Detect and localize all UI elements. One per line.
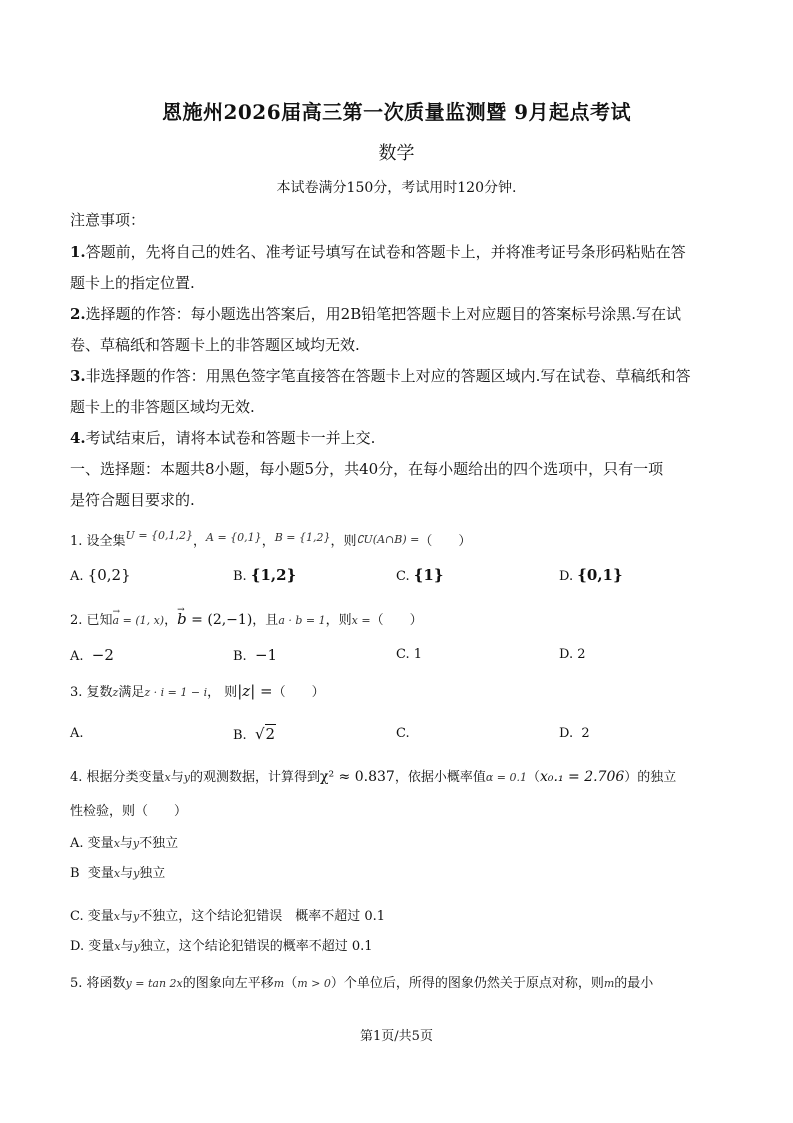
q1-option-a[interactable] (70, 568, 131, 584)
q1-math-universal-set: U = {0,1,2} (125, 529, 194, 542)
q5-sep3: ）个单位后，所得的图象仍然关于原点对称，则 (330, 976, 604, 991)
question-4-stem-line1 (70, 770, 676, 785)
q4-math-y: y (183, 771, 190, 784)
question-1-stem (70, 529, 472, 549)
q4-option-c-y: y (133, 910, 140, 923)
q1-option-c[interactable] (396, 568, 444, 584)
q1-math-complement: ∁U(A∩B) = (356, 533, 420, 546)
q2-option-b-value: −1 (254, 646, 278, 664)
q3-math-equation: z · i = 1 − i (144, 686, 208, 699)
q4-option-b-x: x (113, 867, 121, 880)
q3-option-a[interactable] (70, 727, 84, 741)
q3-option-c-letter: C. (396, 726, 410, 741)
q1-sep1: ， (193, 534, 207, 549)
q2-option-d[interactable] (559, 648, 586, 662)
q5-sep4: 的最小 (614, 976, 654, 991)
section1-line1: 一、选择题：本题共8小题，每小题5分，共40分，在每小题给出的四个选项中，只有一项 (70, 460, 664, 478)
notice-3-text: 非选择题的作答：用黑色签字笔直接答在答题卡上对应的答题区域内.写在试卷、草稿纸和答 (85, 367, 691, 385)
q1-sep3: ，则 (330, 534, 357, 549)
q4-prefix: 4. 根据分类变量 (70, 770, 165, 785)
notice-1-text: 答题前，先将自己的姓名、准考证号填写在试卷和答题卡上，并将准考证号条形码粘贴在答 (85, 243, 686, 261)
q4-option-a-x: x (113, 837, 120, 850)
q1-option-d[interactable] (559, 568, 623, 584)
question-3-stem (70, 684, 325, 700)
q1-option-d-letter: D. (559, 569, 574, 584)
q5-sep2: （ (284, 976, 298, 991)
q4-option-b[interactable] (70, 867, 165, 881)
q1-option-b-value: {1,2} (250, 566, 297, 584)
q2-option-b-letter: B. (233, 649, 247, 664)
q4-option-c-x: x (113, 910, 120, 923)
exam-info: 本试卷满分150分，考试用时120分钟. (276, 180, 517, 196)
q3-option-a-letter: A. (70, 726, 84, 741)
q1-option-a-value: {0,2} (87, 566, 131, 584)
q4-sep3: ，依据小概率值 (394, 770, 486, 785)
q2-math-x: x = (351, 614, 371, 627)
q1-option-c-value: {1} (413, 566, 444, 584)
q4-math-chi-square: χ² ≈ 0.837 (320, 769, 395, 785)
notice-2-line1 (70, 307, 681, 322)
q3-math-modulus: |z| = (237, 682, 273, 700)
q3-sep1: 满足 (118, 685, 145, 700)
q2-option-d-value: 2 (577, 647, 586, 662)
q2-option-a-letter: A. (70, 649, 84, 664)
q2-sep1: ， (164, 613, 178, 628)
page-footer: 第1页/共5页 (360, 1029, 433, 1044)
q2-math-dot-product: a · b = 1 (278, 614, 326, 627)
notice-4-text: 考试结束后，请将本试卷和答题卡一并上交. (85, 429, 376, 447)
notice-4-number: 4. (70, 429, 86, 447)
q4-sep4: （ (526, 770, 540, 785)
q3-prefix: 3. 复数 (70, 685, 113, 700)
notice-3-line2: 题卡上的非答题区域均无效. (70, 398, 255, 416)
question-2-stem (70, 612, 423, 628)
q4-option-a[interactable] (70, 837, 178, 851)
q4-option-d-x: x (114, 940, 121, 953)
notice-3-number: 3. (70, 367, 86, 385)
q5-math-m: m (273, 977, 285, 990)
q4-option-c-post: 不独立，这个结论犯错误 概率不超过 0.1 (139, 909, 386, 924)
q3-sep2: ， 则 (207, 685, 238, 700)
q1-math-set-b: B = {1,2} (274, 531, 331, 544)
q2-option-d-letter: D. (559, 647, 574, 662)
q3-option-d[interactable] (559, 727, 590, 741)
q4-option-a-y: y (132, 837, 140, 850)
q4-option-b-y: y (133, 867, 140, 880)
q1-sep2: ， (261, 534, 275, 549)
q4-option-d[interactable] (70, 940, 373, 954)
sqrt-symbol-icon: √ (254, 725, 265, 743)
q3-answer-paren: （ ） (272, 685, 325, 700)
q2-vector-a-value: = (1, x) (119, 614, 165, 627)
notice-2-text: 选择题的作答：每小题选出答案后，用2B铅笔把答题卡上对应题目的答案标号涂黑.写在试 (85, 305, 682, 323)
notice-1-number: 1. (70, 243, 86, 261)
q3-option-b[interactable] (233, 727, 276, 743)
q4-option-d-pre: 变量 (88, 939, 115, 954)
notice-heading: 注意事项： (70, 211, 146, 229)
q4-math-critical-value: x₀.₁ = 2.706 (540, 769, 625, 785)
q4-option-a-pre: 变量 (87, 836, 114, 851)
q4-option-c[interactable] (70, 910, 385, 924)
q3-option-d-letter: D. (559, 726, 574, 741)
q1-option-b[interactable] (233, 568, 296, 584)
q4-option-a-post: 不独立 (139, 836, 179, 851)
q4-option-d-y: y (133, 940, 140, 953)
notice-4-line1 (70, 431, 375, 446)
q4-math-x: x (164, 771, 171, 784)
q4-option-b-post: 独立 (139, 866, 166, 881)
q3-option-b-value: 2 (265, 725, 276, 743)
q1-option-c-letter: C. (396, 569, 410, 584)
q5-math-function: y = tan 2x (125, 977, 183, 990)
notice-3-line1 (70, 369, 690, 384)
section1-line2: 是符合题目要求的. (70, 491, 195, 509)
q2-vector-a: → a (113, 614, 120, 628)
q2-option-b[interactable] (233, 648, 277, 664)
notice-2-number: 2. (70, 305, 86, 323)
q4-option-c-letter: C. (70, 909, 84, 924)
q1-math-set-a: A = {0,1} (206, 531, 262, 544)
exam-subject: 数学 (378, 143, 415, 164)
q2-option-a-value: −2 (91, 646, 114, 664)
q2-option-a[interactable] (70, 648, 114, 664)
q5-sep1: 的图象向左平移 (182, 976, 274, 991)
notice-1-line2: 题卡上的指定位置. (70, 274, 195, 292)
q4-option-d-letter: D. (70, 939, 85, 954)
q4-option-b-pre: 变量 (87, 866, 114, 881)
q4-sep1: 与 (170, 770, 184, 785)
q4-option-d-post: 独立，这个结论犯错误的概率不超过 0.1 (139, 939, 373, 954)
q3-math-z: z (112, 686, 119, 699)
q1-option-d-value: {0,1} (577, 566, 623, 584)
q2-sep3: ，则 (325, 613, 352, 628)
q4-option-a-letter: A. (70, 836, 84, 851)
notice-1-line1 (70, 245, 686, 260)
q4-option-c-mid: 与 (120, 909, 134, 924)
q1-option-b-letter: B. (233, 569, 247, 584)
q2-prefix: 2. 已知 (70, 613, 113, 628)
q1-answer-paren: （ ） (419, 534, 472, 549)
q5-math-m2: m (603, 977, 615, 990)
q3-option-b-letter: B. (233, 728, 247, 743)
q3-option-c[interactable] (396, 727, 410, 741)
q5-math-condition: m > 0 (297, 977, 331, 990)
q2-vector-b: → b (177, 612, 187, 626)
exam-title: 恩施州2026届高三第一次质量监测暨 9月起点考试 (161, 100, 632, 124)
q1-option-a-letter: A. (70, 569, 84, 584)
question-4-stem-line2: 性检验，则（ ） (70, 804, 188, 819)
q2-option-c-letter: C. (396, 647, 410, 662)
q2-answer-paren: （ ） (370, 613, 423, 628)
q5-prefix: 5. 将函数 (70, 976, 126, 991)
q4-option-c-pre: 变量 (87, 909, 114, 924)
q4-option-a-mid: 与 (119, 836, 133, 851)
notice-2-line2: 卷、草稿纸和答题卡上的非答题区域均无效. (70, 336, 360, 354)
q4-math-alpha: α = 0.1 (485, 771, 527, 784)
q3-option-d-value: 2 (581, 726, 590, 741)
q2-sep2: ，且 (252, 613, 279, 628)
q4-sep2: 的观测数据，计算得到 (190, 770, 321, 785)
q1-prefix: 1. 设全集 (70, 534, 126, 549)
q2-vector-b-value: = (2,−1) (186, 612, 253, 628)
q4-option-b-letter: B (70, 866, 80, 881)
q2-option-c[interactable] (396, 648, 422, 662)
q2-option-c-value: 1 (413, 647, 423, 662)
q4-option-b-mid: 与 (120, 866, 134, 881)
q4-option-d-mid: 与 (120, 939, 134, 954)
question-5-stem (70, 977, 653, 991)
q4-sep5: ）的独立 (624, 770, 677, 785)
